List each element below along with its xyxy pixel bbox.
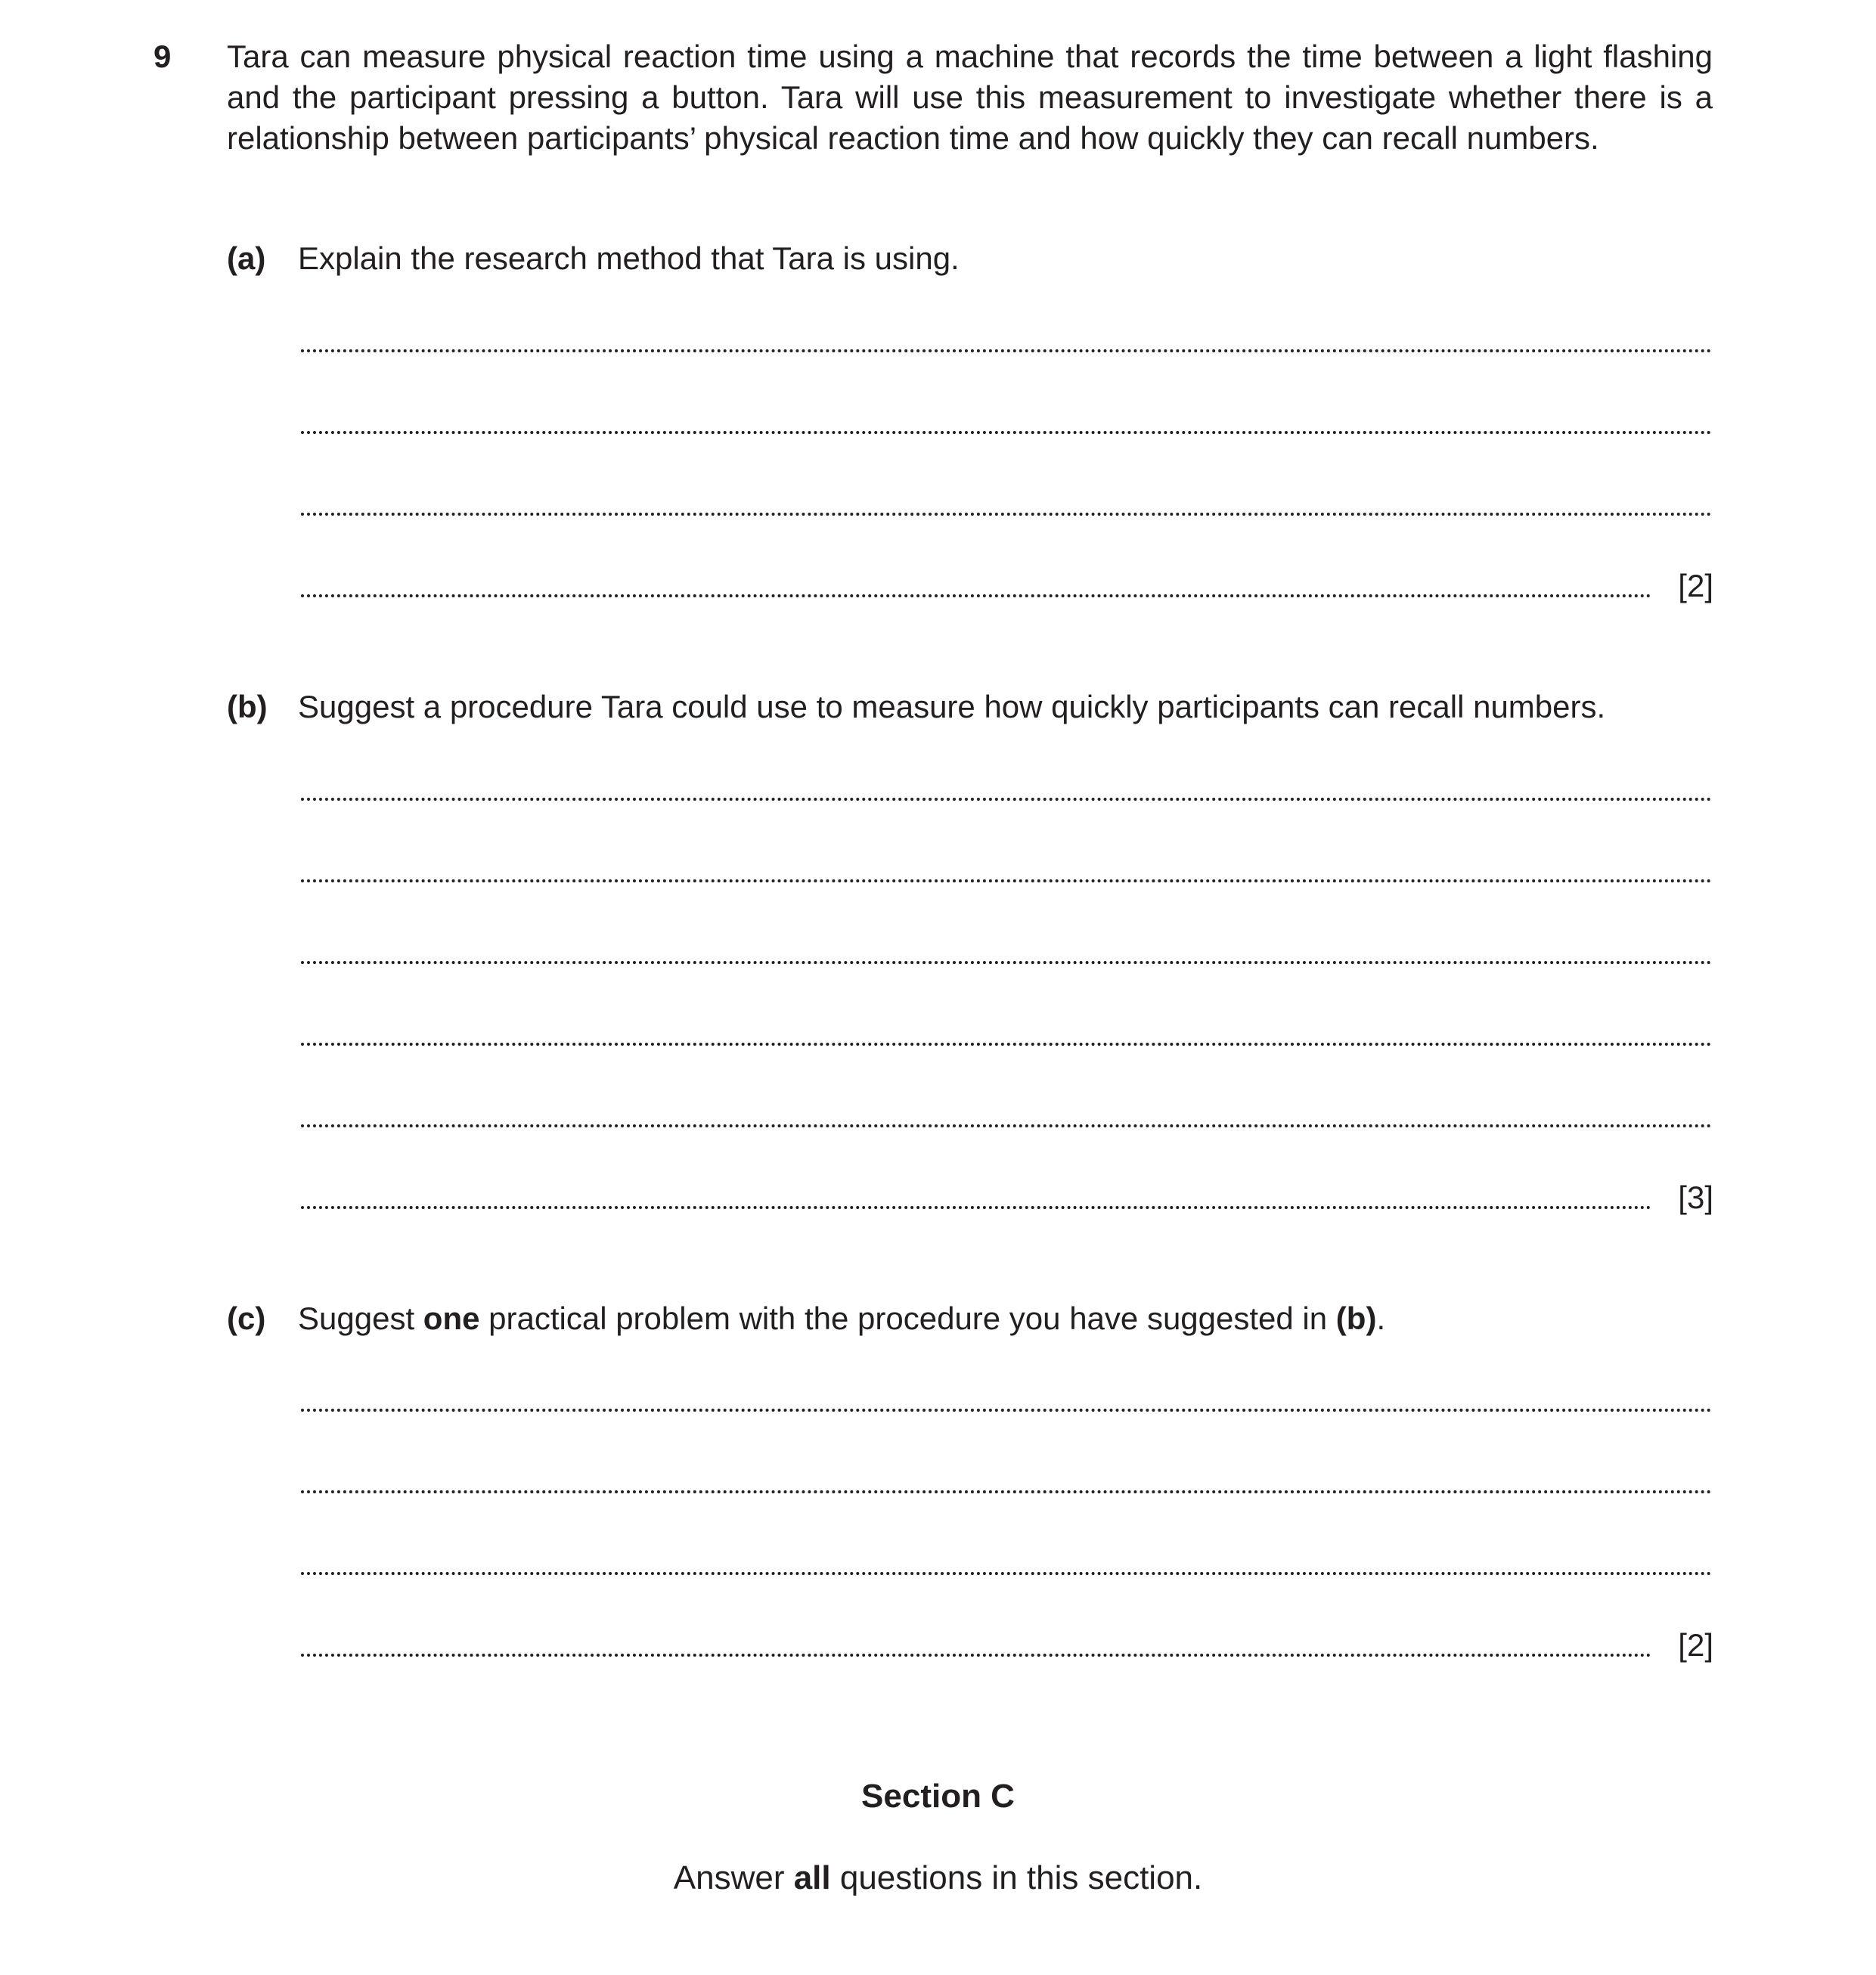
section-instr-pre: Answer <box>673 1859 794 1896</box>
section-instr-post: questions in this section. <box>830 1859 1203 1896</box>
part-c-text-emphasis-one: one <box>423 1301 480 1336</box>
section-instruction <box>0 1857 1876 1899</box>
answer-line[interactable] <box>301 1043 1712 1046</box>
answer-line[interactable] <box>301 1490 1712 1493</box>
answer-line[interactable] <box>301 1206 1651 1209</box>
answer-line[interactable] <box>301 1409 1712 1412</box>
part-a-text: Explain the research method that Tara is using. <box>298 240 960 276</box>
question-stem: Tara can measure physical reaction time using a machine that records the time between a light flashing and the participant pressing a button. Tara will use this measurement to investigate whether there is a relationship between participants’ physical reaction time and how quickly they can recall numbers. <box>227 39 1713 156</box>
part-a-marks: [2] <box>1678 568 1713 603</box>
answer-line[interactable] <box>301 594 1651 597</box>
section-title: Section C <box>861 1778 1015 1815</box>
question-number: 9 <box>153 39 172 74</box>
part-c-text-mid: practical problem with the procedure you have suggested in <box>479 1301 1336 1336</box>
answer-line[interactable] <box>301 1654 1651 1657</box>
part-b-label: (b) <box>227 689 268 724</box>
part-b-marks: [3] <box>1678 1180 1713 1215</box>
part-b-text: Suggest a procedure Tara could use to measure how quickly participants can recall numbers. <box>298 689 1606 724</box>
part-c-label: (c) <box>227 1301 266 1336</box>
part-c-text <box>298 1298 1719 1339</box>
answer-line[interactable] <box>301 961 1712 964</box>
answer-line[interactable] <box>301 431 1712 434</box>
answer-line[interactable] <box>301 1124 1712 1127</box>
section-instr-emphasis-all: all <box>793 1859 831 1896</box>
part-a-label: (a) <box>227 240 266 276</box>
answer-line[interactable] <box>301 1572 1712 1575</box>
answer-line[interactable] <box>301 349 1712 352</box>
answer-line[interactable] <box>301 798 1712 801</box>
answer-line[interactable] <box>301 513 1712 516</box>
part-c-marks: [2] <box>1678 1627 1713 1663</box>
answer-line[interactable] <box>301 879 1712 882</box>
part-c-text-ref-b: (b) <box>1335 1301 1377 1336</box>
part-c-text-post: . <box>1376 1301 1386 1336</box>
part-c-text-pre: Suggest <box>298 1301 423 1336</box>
